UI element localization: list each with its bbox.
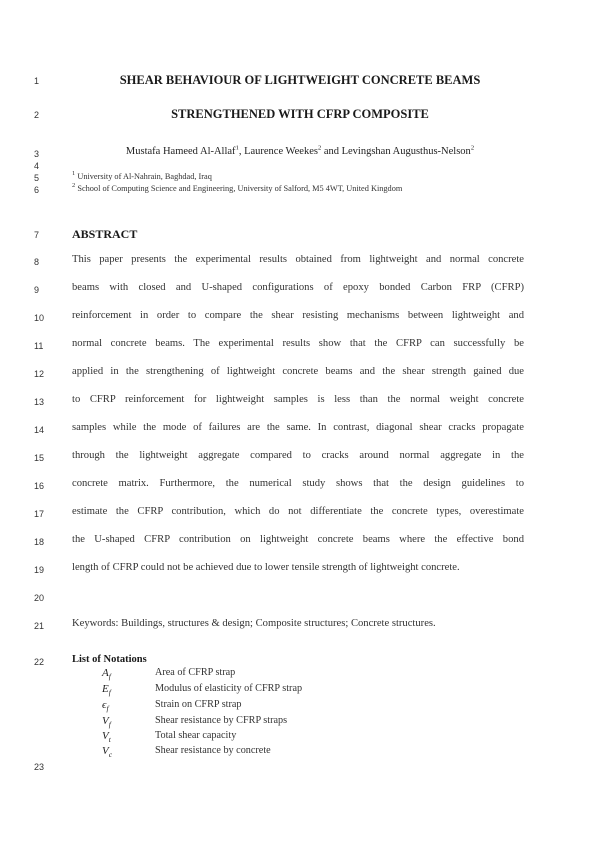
abstract-line: beams with closed and U-shaped configurations of epoxy bonded Carbon FRP (CFRP) — [72, 282, 524, 293]
notation-symbol: $\epsilon_f$ — [102, 699, 109, 714]
abstract-line: normal concrete beams. The experimental results show that the CFRP can successfully be — [72, 338, 524, 349]
line-number: 1 — [34, 76, 40, 86]
abstract-line: applied in the strengthening of lightweight concrete beams and the shear strength gained due — [72, 366, 524, 377]
line-number: 20 — [34, 593, 45, 603]
line-number: 12 — [34, 369, 45, 379]
line-number: 16 — [34, 481, 45, 491]
abstract-line: reinforcement in order to compare the shear resisting mechanisms between lightweight and — [72, 310, 524, 321]
line-number: 21 — [34, 621, 45, 631]
notation-symbol: $A_f$ — [102, 667, 111, 682]
abstract-line: to CFRP reinforcement for lightweight samples is less than the normal weight concrete — [72, 394, 524, 405]
paper-title-line-1: SHEAR BEHAVIOUR OF LIGHTWEIGHT CONCRETE BEAMS — [119, 73, 481, 87]
line-number: 13 — [34, 397, 45, 407]
line-number: 6 — [34, 185, 40, 195]
affiliation-marker: 1 — [72, 170, 76, 178]
line-number: 11 — [34, 341, 44, 351]
line-number: 5 — [34, 173, 40, 183]
notation-symbol: $E_f$ — [102, 683, 111, 698]
line-number: 3 — [34, 149, 40, 159]
notation-description: Area of CFRP strap — [155, 667, 236, 678]
abstract-line: This paper presents the experimental results obtained from lightweight and normal concrete — [72, 254, 524, 265]
affiliation-text: School of Computing Science and Engineering, University of Salford, M5 4WT, United Kingdom — [75, 184, 403, 193]
line-number: 19 — [34, 565, 45, 575]
abstract-line: the U-shaped CFRP contribution on lightweight concrete beams where the effective bond — [72, 534, 524, 545]
keywords: Keywords: Buildings, structures & design; Composite structures; Concrete structures. — [72, 618, 436, 629]
line-number: 9 — [34, 285, 40, 295]
affiliation-text: University of Al-Nahrain, Baghdad, Iraq — [75, 172, 212, 181]
author-name: Mustafa Hameed Al-Allaf — [125, 146, 236, 157]
affiliation — [72, 184, 402, 193]
line-number: 18 — [34, 537, 45, 547]
notation-description: Shear resistance by concrete — [155, 745, 271, 756]
notations-heading: List of Notations — [72, 654, 147, 665]
author-name: , Laurence Weekes — [238, 146, 318, 157]
abstract-line: samples while the mode of failures are the same. In contrast, diagonal shear cracks propagate — [72, 422, 524, 433]
line-number: 15 — [34, 453, 45, 463]
paper-title-line-2: STRENGTHENED WITH CFRP COMPOSITE — [171, 107, 429, 121]
line-number: 7 — [34, 230, 40, 240]
notation-description: Shear resistance by CFRP straps — [155, 715, 288, 726]
affiliation-marker: 2 — [470, 144, 475, 152]
abstract-heading: ABSTRACT — [72, 227, 138, 241]
line-number: 10 — [34, 313, 45, 323]
affiliation — [72, 172, 212, 181]
affiliation-marker: 2 — [72, 182, 76, 190]
abstract-line: through the lightweight aggregate compared to cracks around normal aggregate in the — [72, 450, 524, 461]
abstract-line: estimate the CFRP contribution, which do not differentiate the concrete types, overestimate — [72, 506, 524, 517]
notation-symbol: $V_t$ — [102, 730, 111, 745]
author-list — [72, 146, 528, 157]
line-number: 8 — [34, 257, 40, 267]
affiliation-marker: 1 — [235, 144, 239, 152]
notation-description: Total shear capacity — [155, 730, 237, 741]
notation-symbol: $V_c$ — [102, 745, 113, 760]
notation-symbol: $V_f$ — [102, 715, 111, 730]
line-number: 14 — [34, 425, 45, 435]
line-number: 2 — [34, 110, 40, 120]
author-name: and Levingshan Augusthus-Nelson — [321, 146, 471, 157]
line-number: 23 — [34, 762, 45, 772]
line-number: 4 — [34, 161, 40, 171]
affiliation-marker: 2 — [317, 144, 322, 152]
line-number: 22 — [34, 657, 45, 667]
notation-description: Modulus of elasticity of CFRP strap — [155, 683, 303, 694]
line-number: 17 — [34, 509, 45, 519]
abstract-line: concrete matrix. Furthermore, the numerical study shows that the design guidelines to — [72, 478, 524, 489]
notation-description: Strain on CFRP strap — [155, 699, 242, 710]
abstract-line: length of CFRP could not be achieved due to lower tensile strength of lightweight concrete. — [72, 562, 460, 573]
